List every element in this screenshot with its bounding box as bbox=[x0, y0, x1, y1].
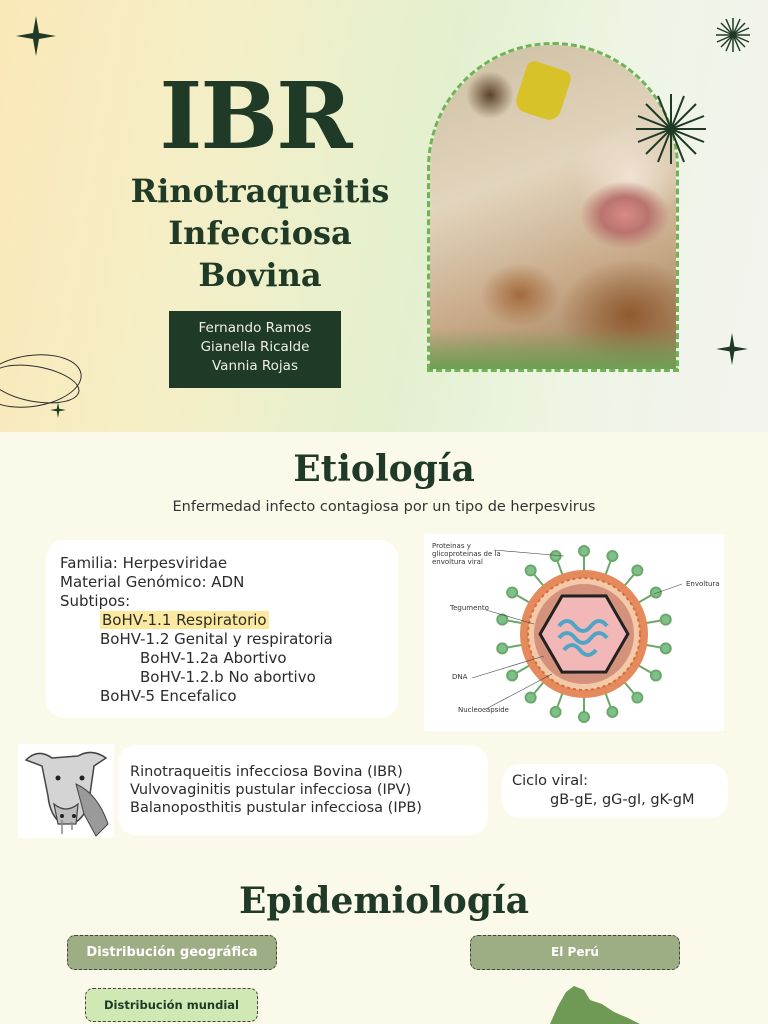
subtype-item: BoHV-1.2 Genital y respiratoria bbox=[100, 630, 333, 648]
peru-map bbox=[540, 984, 640, 1024]
disease-item: Rinotraqueitis infecciosa Bovina (IBR) bbox=[130, 764, 403, 780]
section-title-etiologia: Etiología bbox=[293, 448, 475, 490]
author-name: Vannia Rojas bbox=[212, 358, 298, 374]
authors-box bbox=[169, 311, 341, 388]
page-title: IBR bbox=[159, 62, 351, 170]
virus-label-proteins: Proteinas y glicoproteinas de la envoltura viral bbox=[432, 542, 501, 566]
author-name: Gianella Ricalde bbox=[200, 339, 310, 355]
geographic-distribution-tag: Distribución geográfica bbox=[67, 935, 277, 970]
disease-item: Vulvovaginitis pustular infecciosa (IPV) bbox=[130, 782, 412, 798]
herpesvirus-diagram bbox=[424, 534, 724, 731]
cow-photo-frame bbox=[427, 42, 679, 372]
peru-tag: El Perú bbox=[470, 935, 680, 970]
starburst-icon bbox=[636, 94, 706, 164]
subtype-item: BoHV-5 Encefalico bbox=[100, 687, 237, 705]
subtype-subitem: BoHV-1.2a Abortivo bbox=[140, 649, 287, 667]
virus-label-nucleocapsid: Nucleocapside bbox=[458, 706, 509, 714]
author-name: Fernando Ramos bbox=[198, 320, 312, 336]
diseases-card bbox=[118, 745, 488, 835]
disease-item: Balanoposthitis pustular infecciosa (IPB) bbox=[130, 800, 422, 816]
classification-card bbox=[46, 540, 398, 718]
sparkle-icon bbox=[716, 333, 748, 365]
ear-tag bbox=[513, 59, 573, 123]
starburst-icon bbox=[716, 18, 750, 52]
subtitle-line: Infecciosa bbox=[168, 214, 352, 252]
hero-section bbox=[0, 0, 768, 432]
subtitle-line: Rinotraqueitis bbox=[130, 172, 390, 210]
cycle-label: Ciclo viral: bbox=[512, 773, 589, 789]
subtypes-heading: Subtipos: bbox=[60, 592, 131, 610]
page-subtitle bbox=[65, 170, 455, 296]
world-distribution-tag: Distribución mundial bbox=[85, 988, 258, 1022]
family-line: Familia: Herpesviridae bbox=[60, 554, 228, 572]
sick-cow-illustration bbox=[18, 744, 114, 838]
cycle-values: gB-gE, gG-gI, gK-gM bbox=[550, 792, 695, 808]
section-title-epidemiologia: Epidemiología bbox=[238, 880, 529, 922]
sparkle-icon bbox=[16, 16, 56, 56]
highlighted-subtype: BoHV-1.1 Respiratorio bbox=[102, 611, 267, 629]
etiologia-lead: Enfermedad infecto contagiosa por un tipo de herpesvirus bbox=[172, 499, 596, 515]
sparkle-icon bbox=[50, 402, 66, 418]
subtype-item bbox=[60, 611, 384, 630]
subtype-subitem: BoHV-1.2.b No abortivo bbox=[140, 668, 316, 686]
virus-label-dna: DNA bbox=[452, 673, 468, 681]
virus-label-tegument: Tegumento bbox=[450, 604, 489, 612]
subtitle-line: Bovina bbox=[198, 256, 322, 294]
genome-line: Material Genómico: ADN bbox=[60, 573, 245, 591]
viral-cycle-card bbox=[502, 764, 728, 818]
virus-label-envelope: Envoltura bbox=[686, 580, 720, 588]
grass bbox=[430, 329, 676, 369]
